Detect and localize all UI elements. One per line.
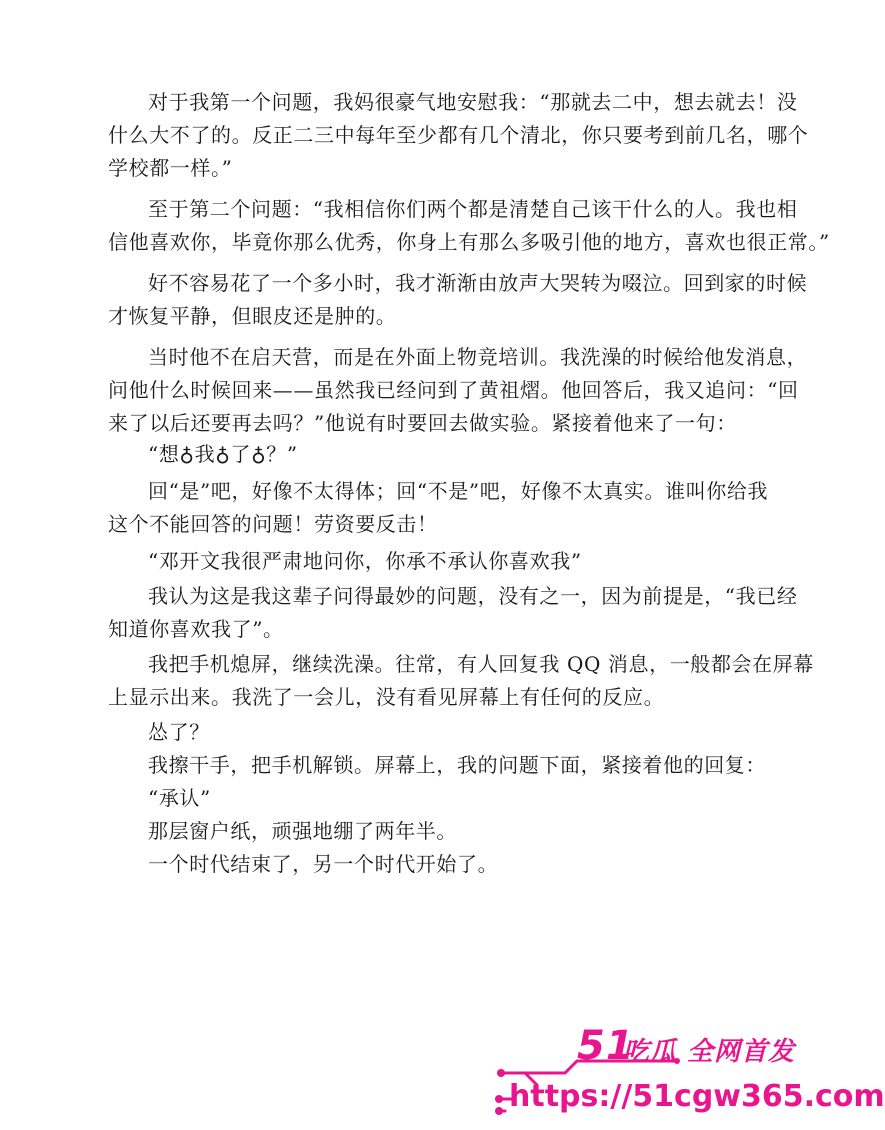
text-line: 这个不能回答的问题！劳资要反击！: [108, 512, 438, 536]
text-line: 问他什么时候回来——虽然我已经问到了黄祖熠。他回答后，我又追问：“回: [108, 378, 799, 402]
text-line: 信他喜欢你，毕竟你那么优秀，你身上有那么多吸引他的地方，喜欢也很正常。”: [108, 230, 830, 254]
text-line: “承认”: [148, 786, 211, 810]
text-line: 怂了？: [148, 720, 210, 744]
text-line: 对于我第一个问题，我妈很豪气地安慰我：“那就去二中，想去就去！没: [148, 90, 798, 114]
text-line: 才恢复平静，但眼皮还是肿的。: [108, 304, 397, 328]
text-line: 当时他不在启天营，而是在外面上物竞培训。我洗澡的时候给他发消息，: [148, 345, 808, 369]
text-line: 好不容易花了一个多小时，我才渐渐由放声大哭转为啜泣。回到家的时候: [148, 271, 808, 295]
site-watermark: [495, 1015, 885, 1125]
text-line: 来了以后还要再去吗？”他说有时要回去做实验。紧接着他来了一句：: [108, 411, 737, 435]
text-line: 上显示出来。我洗了一会儿，没有看见屏幕上有任何的反应。: [108, 685, 665, 709]
watermark-url: https://51cgw365.com: [509, 1079, 885, 1114]
text-line: 我擦干手，把手机解锁。屏幕上，我的问题下面，紧接着他的回复：: [148, 753, 766, 777]
text-line: 什么大不了的。反正二三中每年至少都有几个清北，你只要考到前几名，哪个: [108, 123, 809, 147]
text-line: 知道你喜欢我了”。: [108, 617, 284, 641]
watermark-brand: 51: [577, 1023, 635, 1069]
text-line: “邓开文我很严肃地问你，你承不承认你喜欢我”: [148, 549, 582, 573]
text-line: 至于第二个问题：“我相信你们两个都是清楚自己该干什么的人。我也相: [148, 197, 798, 221]
text-line: 回“是”吧，好像不太得体；回“不是”吧，好像不太真实。谁叫你给我: [148, 479, 769, 503]
text-line: 那层窗户纸，顽强地绷了两年半。: [148, 819, 457, 843]
text-line: 一个时代结束了，另一个时代开始了。: [148, 852, 499, 876]
text-line: 我认为这是我这辈子问得最妙的问题，没有之一，因为前提是，“我已经: [148, 584, 798, 608]
text-line: 我把手机熄屏，继续洗澡。往常，有人回复我 QQ 消息，一般都会在屏幕: [148, 652, 814, 676]
text-line: “想♁我♁了♁？”: [148, 442, 298, 466]
text-line: 学校都一样。”: [108, 156, 233, 180]
watermark-slogan: 吃瓜 全网首发: [623, 1037, 796, 1067]
